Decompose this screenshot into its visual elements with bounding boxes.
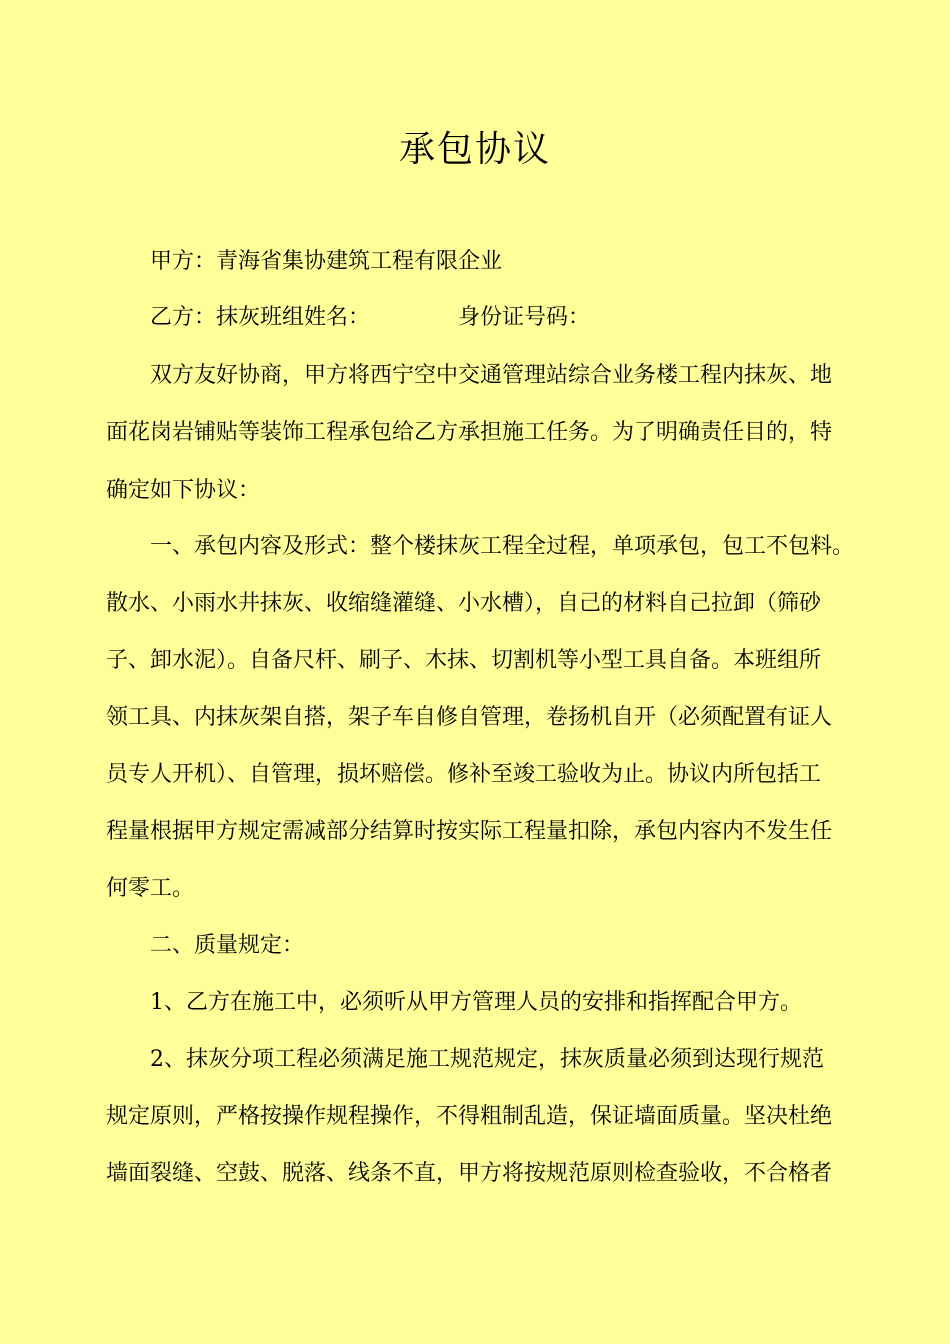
party-a-line: 甲方：青海省集协建筑工程有限企业 <box>150 249 503 274</box>
document-title: 承包协议 <box>398 129 551 170</box>
paragraph-line: 确定如下协议： <box>106 478 261 503</box>
paragraph-line: 领工具、内抹灰架自搭，架子车自修自管理，卷扬机自开（必须配置有证人 <box>106 705 833 730</box>
paragraph-line: 子、卸水泥）。自备尺杆、刷子、木抹、切割机等小型工具自备。本班组所 <box>106 648 822 673</box>
section-heading: 一、承包内容及形式：整个楼抹灰工程全过程，单项承包，包工不包料。 <box>150 534 855 559</box>
paragraph-line: 散水、小雨水井抹灰、收缩缝灌缝、小水槽），自己的材料自己拉卸（筛砂 <box>106 591 822 616</box>
party-b-name-label: 乙方：抹灰班组姓名： <box>150 305 371 330</box>
paragraph-line: 墙面裂缝、空鼓、脱落、线条不直，甲方将按规范原则检查验收，不合格者 <box>106 1161 833 1186</box>
paragraph-line: 2、抹灰分项工程必须满足施工规范规定，抹灰质量必须到达现行规范 <box>150 1047 824 1072</box>
paragraph-line: 何零工。 <box>106 876 195 901</box>
paragraph-line: 程量根据甲方规定需减部分结算时按实际工程量扣除，承包内容内不发生任 <box>106 819 833 844</box>
paragraph-line: 1、乙方在施工中，必须听从甲方管理人员的安排和指挥配合甲方。 <box>150 990 802 1015</box>
section-heading: 二、质量规定： <box>150 933 305 958</box>
paragraph-line: 员专人开机）、自管理，损坏赔偿。修补至竣工验收为止。协议内所包括工 <box>106 762 822 787</box>
paragraph-line: 面花岗岩铺贴等装饰工程承包给乙方承担施工任务。为了明确责任目的，特 <box>106 420 833 445</box>
party-b-id-label: 身份证号码： <box>458 305 591 330</box>
party-b-line <box>150 301 856 335</box>
paragraph-line: 双方友好协商，甲方将西宁空中交通管理站综合业务楼工程内抹灰、地 <box>150 363 833 388</box>
paragraph-line: 规定原则，严格按操作规程操作，不得粗制乱造，保证墙面质量。坚决杜绝 <box>106 1104 833 1129</box>
